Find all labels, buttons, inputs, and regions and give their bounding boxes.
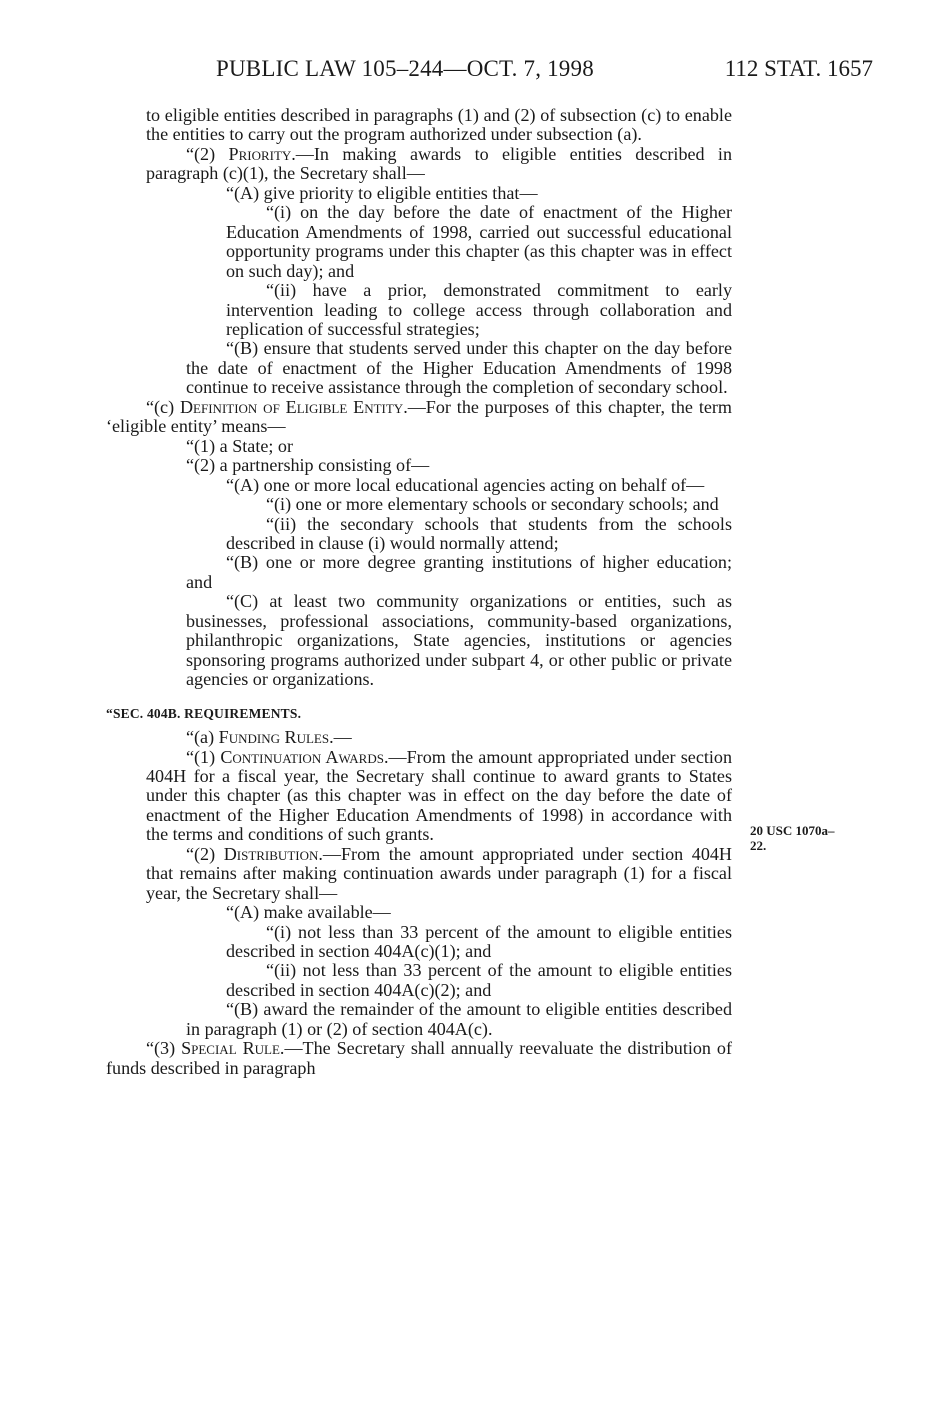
paragraph: “(B) award the remainder of the amount to eligible entities described in paragraph (1) or (2) of section 404A(c). bbox=[186, 999, 732, 1039]
margin-citation-line1: 20 USC 1070a– bbox=[750, 823, 835, 838]
page-number: 112 STAT. 1657 bbox=[724, 56, 873, 81]
paragraph: “(ii) the secondary schools that students from the schools described in clause (i) would normally attend; bbox=[226, 513, 732, 553]
paragraph: “(1) Continuation Awards.—From the amount appropriated under section 404H for a fiscal year, the Secretary shall continue to award grants to States under this chapter (as this chapter was in effect on the day before the date of enactment of the Higher Education Amendments of 1998) in accordance with the terms and conditions of such grants. bbox=[146, 746, 733, 845]
paragraph: “(3) Special Rule.—The Secretary shall annually reevaluate the distribution of funds described in paragraph bbox=[106, 1038, 732, 1078]
page-header bbox=[0, 56, 947, 86]
margin-citation-line2: 22. bbox=[750, 838, 767, 853]
paragraph: “(A) give priority to eligible entities that— bbox=[226, 182, 538, 203]
paragraph: “(A) make available— bbox=[226, 902, 391, 923]
paragraph: “(ii) have a prior, demonstrated commitment to early intervention leading to college access through collaboration and replication of successful strategies; bbox=[226, 280, 732, 339]
paragraph: “(i) one or more elementary schools or secondary schools; and bbox=[266, 494, 719, 515]
paragraph: “(C) at least two community organizations or entities, such as businesses, professional associations, community-based organizations, philanthropic organizations, State agencies, institutions or agencies sponsoring programs authorized under subpart 4, or other public or private agencies or organizations. bbox=[186, 591, 732, 690]
paragraph: “(c) Definition of Eligible Entity.—For the purposes of this chapter, the term ‘eligible entity’ means— bbox=[106, 396, 732, 437]
paragraph: “(B) ensure that students served under this chapter on the day before the date of enactment of the Higher Education Amendments of 1998 continue to receive assistance through the completion of secondary school. bbox=[186, 338, 732, 398]
paragraph: “(A) one or more local educational agencies acting on behalf of— bbox=[226, 474, 705, 495]
paragraph-heading: Continuation Awards bbox=[220, 746, 384, 767]
paragraph: to eligible entities described in paragraphs (1) and (2) of subsection (c) to enable the entities to carry out the program authorized under subsection (a). bbox=[146, 105, 732, 145]
margin-citation bbox=[750, 823, 890, 853]
paragraph: “(i) not less than 33 percent of the amount to eligible entities described in section 404A(c)(1); and bbox=[226, 921, 732, 962]
paragraph: “(i) on the day before the date of enactment of the Higher Education Amendments of 1998, carried out successful educational opportunity programs under this chapter (as this chapter was in effect on such day); and bbox=[226, 202, 732, 281]
paragraph: “(2) Distribution.—From the amount appropriated under section 404H that remains after making continuation awards under paragraph (1) for a fiscal year, the Secretary shall— bbox=[146, 843, 732, 903]
paragraph: “(2) Priority.—In making awards to eligible entities described in paragraph (c)(1), the Secretary shall— bbox=[146, 143, 732, 184]
paragraph-heading: Special Rule bbox=[181, 1038, 280, 1059]
section-heading: “SEC. 404B. REQUIREMENTS. bbox=[106, 705, 302, 721]
paragraph: “(1) a State; or bbox=[186, 435, 294, 456]
paragraph-heading: Priority bbox=[228, 143, 292, 164]
paragraph-heading: Definition of Eligible Entity bbox=[179, 396, 404, 417]
paragraph: “(a) Funding Rules.— bbox=[186, 727, 352, 748]
paragraph: “(2) a partnership consisting of— bbox=[186, 455, 430, 476]
statute-text bbox=[106, 106, 732, 1078]
paragraph: “(B) one or more degree granting institutions of higher education; and bbox=[186, 552, 732, 592]
paragraph: “(ii) not less than 33 percent of the amount to eligible entities described in section 404A(c)(2); and bbox=[226, 960, 732, 1000]
paragraph-heading: Funding Rules bbox=[218, 727, 330, 748]
paragraph-heading: Distribution bbox=[223, 843, 319, 864]
running-head: PUBLIC LAW 105–244—OCT. 7, 1998 bbox=[216, 56, 594, 81]
